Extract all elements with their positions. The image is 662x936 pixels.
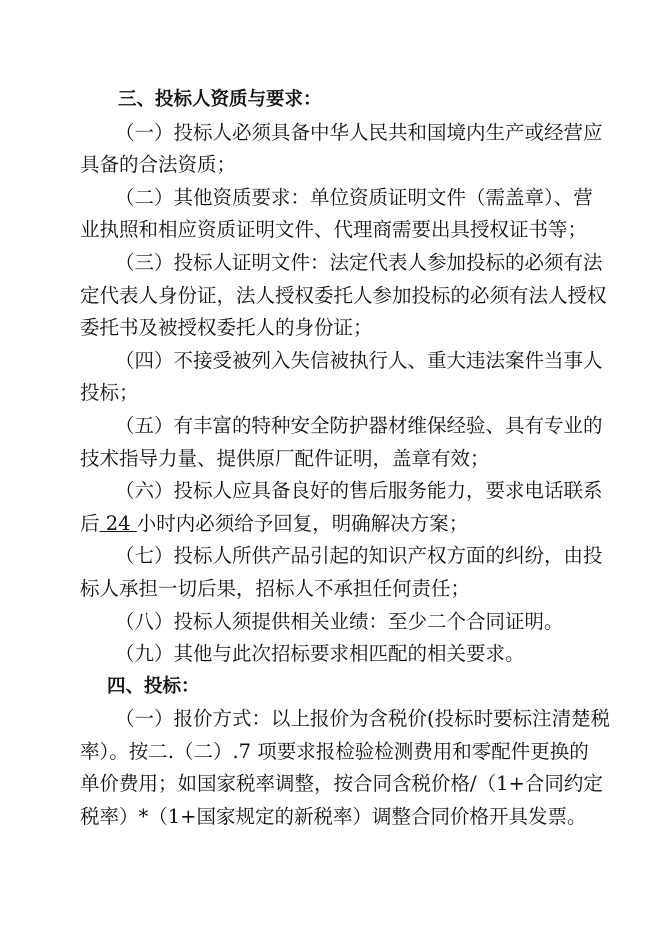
document-body [80,84,611,834]
text-line: 技术指导力量、提供原厂配件证明，盖章有效； [80,446,490,470]
text-segment: 小时内必须给予回复，明确解决方案； [136,511,469,535]
text-line: 单价费用；如国家税率调整，按合同含税价格/（1+合同约定 [80,772,603,796]
item-4 [80,345,603,410]
text-line: （一）投标人必须具备中华人民共和国境内生产或经营应 [115,120,603,144]
section-heading-4: 四、投标： [107,675,200,697]
item-1 [80,117,603,182]
text-line: 委托书及被授权委托人的身份证； [80,316,373,340]
item-8 [80,606,582,639]
bid-item-1 [80,703,611,833]
text-line: （六）投标人应具备良好的售后服务能力，要求电话联系 [115,479,603,503]
text-line: 业执照和相应资质证明文件、代理商需要出具授权证书等； [80,218,588,242]
text-line: 投标； [80,381,139,405]
response-hours-value: 24 [99,511,137,535]
item-9 [80,638,582,671]
text-line: （七）投标人所供产品引起的知识产权方面的纠纷，由投 [115,544,603,568]
text-line: （二）其他资质要求：单位资质证明文件（需盖章）、营 [115,185,593,209]
item-2 [80,182,593,247]
text-line: 具备的合法资质； [80,153,237,177]
text-line: （五）有丰富的特种安全防护器材维保经验、具有专业的 [115,413,603,437]
text-line: 税率）*（1+国家规定的新税率）调整合同价格开具发票。 [80,805,587,829]
item-6 [80,475,603,540]
item-3 [80,247,607,345]
item-5 [80,410,603,475]
text-line: （八）投标人须提供相关业绩：至少二个合同证明。 [115,609,564,633]
text-line: （一）报价方式：以上报价为含税价(投标时要标注清楚税 [115,707,611,731]
text-line: 率）。按二.（二）.7 项要求报检验检测费用和零配件更换的 [80,739,589,763]
text-line [80,508,582,541]
text-segment: 后 [80,511,100,535]
text-line: （三）投标人证明文件：法定代表人参加投标的必须有法 [115,250,603,274]
text-line: 定代表人身份证，法人授权委托人参加投标的必须有法人授权 [80,283,607,307]
text-line: 标人承担一切后果，招标人不承担任何责任； [80,576,471,600]
section-heading-3: 三、投标人资质与要求： [118,89,322,110]
text-line: （四）不接受被列入失信被执行人、重大违法案件当事人 [115,348,603,372]
text-line: （九）其他与此次招标要求相匹配的相关要求。 [115,642,525,666]
item-7 [80,540,603,605]
